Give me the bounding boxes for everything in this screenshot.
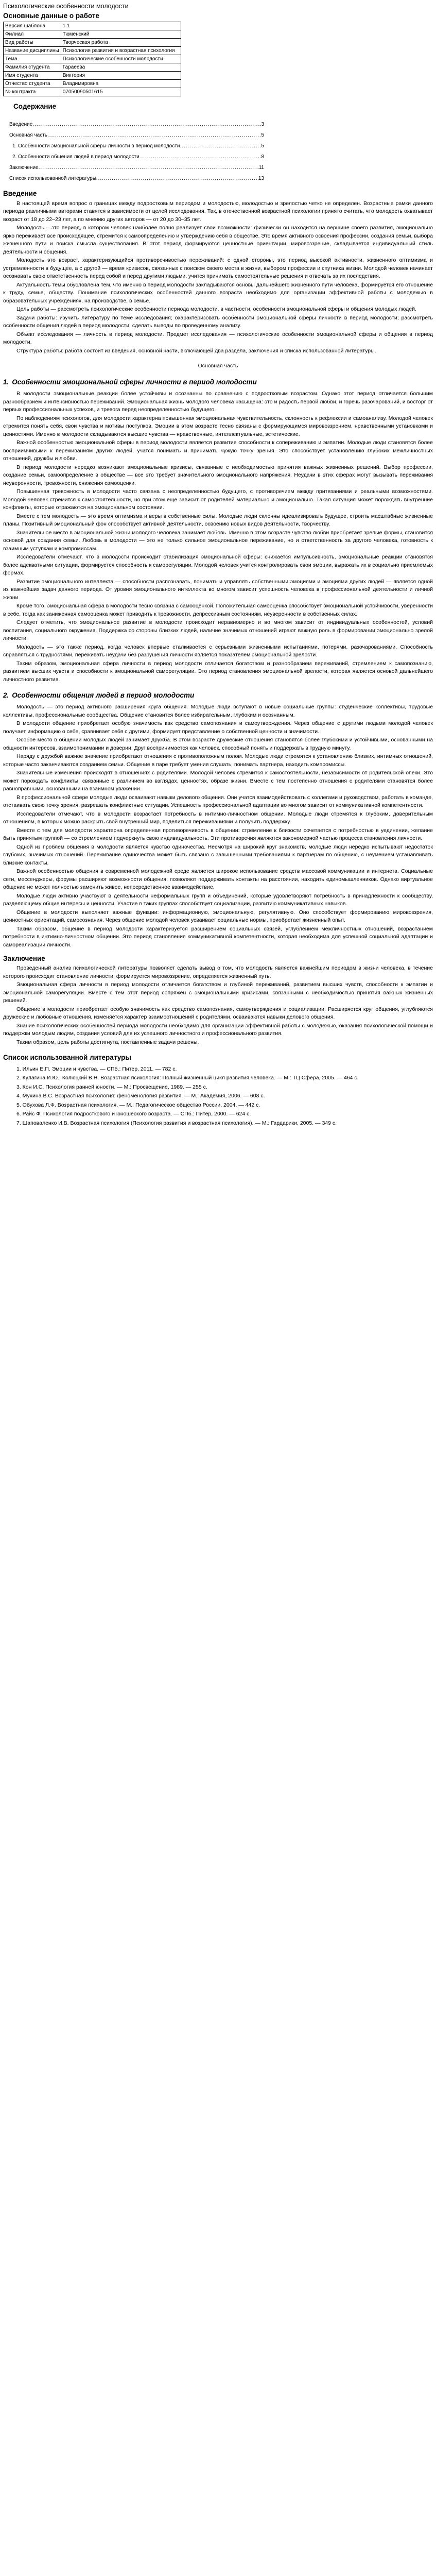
toc-leader-dots	[96, 173, 258, 184]
paragraph: По наблюдениям психологов, для молодости характерна повышенная эмоциональная чувствительность, склонность к рефлексии и самоанализу. Молодой человек стремится понять себя, свои чувства и мотивы поступков. Эмоции в этом возрасте тесно связаны с формирующимся мировоззрением, нравственными установками и ценностями. Именно в молодости складываются высшие чувства — нравственные, интеллектуальные, эстетические.	[3, 415, 433, 437]
toc-item-page: 11	[258, 165, 264, 171]
section2-body	[3, 703, 433, 949]
paragraph: Наряду с дружбой важное значение приобретают отношения с противоположным полом. Молодые люди стремятся к установлению близких, интимных отношений, которые часто заканчиваются созданием семьи. Общение в паре требует умения слушать, понимать партнера, находить компромиссы.	[3, 753, 433, 768]
reference-item: 3. Кон И.С. Психология ранней юности. — М.: Просвещение, 1989. — 255 с.	[16, 1083, 207, 1090]
meta-row	[4, 30, 181, 39]
paragraph: Молодость – это период, в котором человек наиболее полно реализует свои возможности: физически он находится на вершине своего развития, эмоционально ярко переживает все происходящее, стремится к самоопределению и утверждению себя в обществе. Это время активного освоения профессии, создания семьи, выбора жизненного пути и поиска смысла существования. В этот период формируются ценностные ориентации, мировоззрение, складывается индивидуальный стиль деятельности и общения.	[3, 225, 433, 255]
paragraph: Общение в молодости приобретает особую значимость как средство самопознания, самоутверждения и социализации. Расширяется круг общения, углубляются дружеские и любовные отношения, изменяется характер взаимоотношений с родителями, осваиваются навыки делового общения.	[3, 1006, 433, 1021]
document-title: Психологические особенности молодости	[3, 3, 129, 10]
references-list	[3, 1065, 433, 1128]
paragraph: Таким образом, общение в период молодости характеризуется расширением социальных связей, углублением межличностных отношений, возрастанием потребности в интимно-личностном общении. Это период становления коммуникативной компетентности, которая необходима для успешной социальной адаптации и самореализации личности.	[3, 925, 433, 948]
meta-row	[4, 80, 181, 88]
meta-key: Филиал	[4, 30, 61, 39]
section2-heading	[3, 691, 433, 700]
toc-item[interactable]	[9, 130, 264, 141]
paragraph: В молодости эмоциональные реакции более устойчивы и осознанны по сравнению с подростковым возрастом. Однако этот период отличается большим разнообразием и интенсивностью переживаний. Эмоциональная жизнь молодого человека насыщена: это и радость первой любви, и горечь разочарований, и восторг от первых профессиональных успехов, и тревога перед неопределенностью будущего.	[3, 391, 433, 413]
paragraph: Важной особенностью эмоциональной сферы в период молодости является развитие способности к сопереживанию и эмпатии. Молодые люди становятся более восприимчивыми к переживаниям других людей, учатся понимать и принимать чужую точку зрения. Это способствует установлению глубоких межличностных отношений, дружбы и любви.	[3, 439, 433, 462]
meta-value: Владимировна	[61, 80, 181, 88]
toc-leader-dots	[180, 141, 261, 151]
toc-leader-dots	[47, 130, 261, 141]
reference-item: 7. Шаповаленко И.В. Возрастная психология (Психология развития и возрастная психология). — М.: Гардарики, 2005. — 349 с.	[16, 1120, 337, 1126]
toc-item-text: Список использованной литературы	[9, 176, 96, 182]
meta-key: Фамилия студента	[4, 63, 61, 72]
meta-row	[4, 63, 181, 72]
meta-row	[4, 55, 181, 63]
meta-value: Тюменский	[61, 30, 181, 39]
paragraph: Развитие эмоционального интеллекта — способности распознавать, понимать и управлять собственными эмоциями и эмоциями других людей — является одной из важнейших задач данного периода. От уровня эмоционального интеллекта во многом зависит успешность человека в профессиональной деятельности и личной жизни.	[3, 578, 433, 601]
meta-row	[4, 39, 181, 47]
main-part-label: Основная часть	[198, 363, 238, 369]
reference-item: 6. Райс Ф. Психология подросткового и юношеского возраста. — СПб.: Питер, 2000. — 624 с.	[16, 1111, 251, 1117]
toc-item[interactable]	[12, 151, 264, 162]
paragraph: Задачи работы: изучить литературу по теме исследования; охарактеризовать особенности эмоциональной сферы личности в период молодости; рассмотреть особенности общения людей в период молодости; сделать выводы по проведенному анализу.	[3, 314, 433, 329]
toc-item-text: Основная часть	[9, 132, 48, 139]
meta-value: Творческая работа	[61, 39, 181, 47]
meta-row	[4, 88, 181, 96]
conclusion-body	[3, 964, 433, 1046]
paragraph: В молодости общение приобретает особую значимость как средство самопознания и самоутверждения. Через общение с другими людьми молодой человек получает информацию о себе, сравнивает себя с другими, формирует представление о собственной ценности и значимости.	[3, 720, 433, 735]
paragraph: В настоящей время вопрос о границах между подростковым периодом и молодостью, молодостью и зрелостью четко не определен. Возрастные рамки данного периода различными авторами ставятся в зависимости от целей исследования. Так, в отечественной возрастной психологии принято считать, что молодость охватывает возраст от 18 до 22–23 лет, а по мнению других авторов — от 20 до 30–35 лет.	[3, 200, 433, 223]
meta-key: Версия шаблона	[4, 22, 61, 30]
paragraph: Вместе с тем для молодости характерна определенная противоречивость в общении: стремление к близости сочетается с потребностью в уединении, желание быть принятым группой — со стремлением подчеркнуть свою индивидуальность. Эти противоречия являются закономерной частью процесса становления личности.	[3, 827, 433, 842]
paragraph: Актуальность темы обусловлена тем, что именно в период молодости закладываются основы дальнейшего жизненного пути человека, формируется его отношение к труду, семье, обществу. Понимание психологических особенностей данного возраста необходимо для организации эффективной работы с молодежью в образовательных учреждениях, на производстве, в семье.	[3, 281, 433, 304]
paragraph: Вместе с тем молодость — это время оптимизма и веры в собственные силы. Молодые люди склонны идеализировать будущее, строить масштабные жизненные планы. Позитивный эмоциональный фон способствует активной деятельности, освоению новых видов деятельности, творчеству.	[3, 513, 433, 528]
paragraph: Молодые люди активно участвуют в деятельности неформальных групп и объединений, которые удовлетворяют потребность в принадлежности к сообществу, разделяющему общие интересы и ценности. Участие в таких группах способствует социализации, развитию коммуникативных навыков.	[3, 892, 433, 907]
reference-item: 1. Ильин Е.П. Эмоции и чувства. — СПб.: Питер, 2011. — 782 с.	[16, 1065, 177, 1072]
paragraph: Значительное место в эмоциональной жизни молодого человека занимает любовь. Именно в этом возрасте чувство любви приобретает зрелые формы, становится основой для создания семьи. Любовь в молодости — это не только сильное эмоциональное переживание, но и ответственность за другого человека, готовность к взаимным уступкам и компромиссам.	[3, 529, 433, 552]
toc-heading: Содержание	[13, 103, 57, 111]
paragraph: Исследователи отмечают, что в молодости происходит стабилизация эмоциональной сферы: снижается импульсивность, эмоциональные реакции становятся более адекватными ситуации, формируется способность к саморегуляции. Молодой человек учится контролировать свои эмоции, выражать их в социально приемлемых формах.	[3, 554, 433, 577]
paragraph: В период молодости нередко возникают эмоциональные кризисы, связанные с необходимостью принятия важных жизненных решений. Выбор профессии, создание семьи, самоопределение в обществе — все это требует значительного эмоционального напряжения. Неудачи в этих сферах могут вызывать переживания неуверенности, тревожности, снижения самооценки.	[3, 464, 433, 486]
meta-key: Название дисциплины	[4, 47, 61, 55]
meta-row	[4, 22, 181, 30]
reference-item: 4. Мухина В.С. Возрастная психология: феноменология развития. — М.: Академия, 2006. — 608 с.	[16, 1093, 265, 1099]
paragraph: Объект исследования — личность в период молодости. Предмет исследования — психологические особенности эмоциональной сферы и общения в период молодости.	[3, 331, 433, 346]
section2-title: Особенности общения людей в период молодости	[12, 691, 195, 700]
paragraph: Цель работы — рассмотреть психологические особенности периода молодости, в частности, особенности эмоциональной сферы и общения молодых людей.	[16, 306, 416, 313]
meta-value: Психология развития и возрастная психология	[61, 47, 181, 55]
toc-item-page: 13	[258, 176, 264, 182]
toc-item-text: 1. Особенности эмоциональной сферы личности в период молодости	[12, 143, 180, 149]
paragraph: Исследователи отмечают, что в молодости возрастает потребность в интимно-личностном общении. Молодые люди стремятся к глубоким, доверительным отношениям, в которых можно раскрыть свой внутренний мир, поделиться переживаниями и получить поддержку.	[3, 810, 433, 825]
paragraph: Важной особенностью общения в современной молодежной среде является широкое использование средств массовой коммуникации и интернета. Социальные сети, мессенджеры, форумы расширяют возможности общения, позволяют поддерживать контакты на расстоянии, находить единомышленников. Однако виртуальное общение не может полностью заменить живое, непосредственное взаимодействие.	[3, 868, 433, 891]
meta-row	[4, 47, 181, 55]
toc-item-text: Введение	[9, 122, 33, 128]
meta-value: Виктория	[61, 72, 181, 80]
section1-number: 1.	[3, 378, 9, 386]
meta-key: Тема	[4, 55, 61, 63]
paragraph: Проведенный анализ психологической литературы позволяет сделать вывод о том, что молодость является важнейшим периодом в жизни человека, в течение которого происходит становление личности, формируется мировоззрение, определяется жизненный путь.	[3, 965, 433, 979]
meta-value: 1.1	[61, 22, 181, 30]
toc-item[interactable]	[9, 119, 264, 130]
meta-table-wrap	[3, 22, 433, 96]
paragraph: Кроме того, эмоциональная сфера в молодости тесно связана с самооценкой. Положительная самооценка способствует эмоциональной устойчивости, уверенности в себе, тогда как заниженная самооценка может приводить к тревожности, депрессивным состояниям, неуверенности в собственных силах.	[3, 603, 433, 617]
meta-key: Имя студента	[4, 72, 61, 80]
meta-row	[4, 72, 181, 80]
toc-item-page: 5	[261, 143, 264, 149]
toc-leader-dots	[32, 119, 261, 130]
meta-key: № контракта	[4, 88, 61, 96]
toc-item[interactable]	[9, 162, 264, 173]
paragraph: Молодость это возраст, характеризующийся противоречивостью переживаний: с одной стороны, это период высокой активности, жизненного оптимизма и устремленности в будущее, а с другой — время кризисов, связанных с поиском своего места в жизни, выбором профессии и спутника жизни. Молодой человек начинает осознавать свою ответственность перед собой и перед другими людьми, учится принимать самостоятельные решения и отвечать за их последствия.	[3, 257, 433, 280]
paragraph: Общение в молодости выполняет важные функции: информационную, эмоциональную, регулятивную. Оно способствует формированию мировоззрения, ценностных ориентаций, самосознания. Через общение молодой человек усваивает социальные нормы, приобретает жизненный опыт.	[3, 909, 433, 924]
paragraph: Структура работы: работа состоит из введения, основной части, включающей два раздела, заключения и списка использованной литературы.	[16, 347, 376, 354]
meta-table	[3, 22, 181, 96]
paragraph: Молодость — это период активного расширения круга общения. Молодые люди вступают в новые социальные группы: студенческие коллективы, трудовые коллективы, профессиональные сообщества. Общение становится более избирательным, глубоким и осознанным.	[3, 704, 433, 718]
paragraph: Знание психологических особенностей периода молодости необходимо для организации эффективной работы с молодежью, оказания психологической помощи и поддержки молодым людям, создания условий для их успешного личностного и профессионального развития.	[3, 1022, 433, 1037]
paragraph: Одной из проблем общения в молодости является чувство одиночества. Несмотря на широкий круг знакомств, молодые люди нередко испытывают недостаток глубоких, значимых отношений. Переживание одиночества может быть связано с завышенными требованиями к партнерам по общению, с неумением устанавливать близкие контакты.	[3, 843, 433, 866]
toc-leader-dots	[139, 151, 261, 162]
meta-value: Психологические особенности молодости	[61, 55, 181, 63]
paragraph: Повышенная тревожность в молодости часто связана с неопределенностью будущего, с противоречием между притязаниями и реальными возможностями. Молодой человек стремится к самостоятельности, но при этом еще зависит от родителей материально и эмоционально. Такая ситуация может порождать внутренние конфликты, которые отражаются на эмоциональном состоянии.	[3, 488, 433, 511]
toc-item-page: 5	[261, 132, 264, 139]
paragraph: Эмоциональная сфера личности в период молодости отличается богатством и глубиной переживаний, развитием высших чувств, способности к эмпатии и эмоциональной саморегуляции. Вместе с тем этот период сопряжен с эмоциональными кризисами, связанными с необходимостью принятия важных жизненных решений.	[3, 981, 433, 1004]
paragraph: Значительные изменения происходят в отношениях с родителями. Молодой человек стремится к самостоятельности, независимости от родительской опеки. Это может порождать конфликты, связанные с различием во взглядах, ценностях, образе жизни. Вместе с тем постепенно отношения с родителями становятся более равноправными, основанными на взаимном уважении.	[3, 770, 433, 792]
intro-heading: Введение	[3, 190, 37, 198]
toc-item[interactable]	[9, 173, 264, 184]
references-heading: Список использованной литературы	[3, 1054, 131, 1062]
section2-number: 2.	[3, 691, 9, 700]
toc-item-page: 3	[261, 122, 264, 128]
table-of-contents	[3, 101, 433, 184]
toc-leader-dots	[39, 162, 259, 173]
paragraph: Следует отметить, что эмоциональное развитие в молодости происходит неравномерно и во многом зависит от индивидуальных особенностей, условий воспитания, социального окружения. Поддержка со стороны близких людей, наличие значимых отношений играют важную роль в формировании эмоционально зрелой личности.	[3, 619, 433, 642]
section1-heading	[3, 378, 433, 387]
intro-body	[3, 200, 433, 355]
meta-value: 07050090501615	[61, 88, 181, 96]
toc-item-text: 2. Особенности общения людей в период молодости	[12, 154, 139, 160]
section1-title: Особенности эмоциональной сферы личности в период молодости	[12, 378, 257, 386]
toc-item-page: 8	[261, 154, 264, 160]
paragraph: Таким образом, цель работы достигнута, поставленные задачи решены.	[16, 1039, 199, 1045]
toc-item[interactable]	[12, 141, 264, 151]
section1-body	[3, 390, 433, 684]
paragraph: Молодость — это также период, когда человек впервые сталкивается с серьезными жизненными испытаниями, потерями, разочарованиями. Способность справляться с трудностями, переживать неудачи без разрушения личности является показателем эмоциональной зрелости.	[3, 643, 433, 658]
paragraph: Таким образом, эмоциональная сфера личности в период молодости отличается богатством и разнообразием переживаний, стремлением к самопознанию, развитием высших чувств и способности к эмоциональной саморегуляции. Это период становления эмоциональной зрелости, которая является основой дальнейшего личностного развития.	[3, 660, 433, 683]
meta-key: Вид работы	[4, 39, 61, 47]
meta-key: Отчество студента	[4, 80, 61, 88]
conclusion-heading: Заключение	[3, 955, 45, 963]
reference-item: 2. Кулагина И.Ю., Колюцкий В.Н. Возрастная психология: Полный жизненный цикл развития человека. — М.: ТЦ Сфера, 2005. — 464 с.	[16, 1075, 359, 1081]
reference-item: 5. Обухова Л.Ф. Возрастная психология. — М.: Педагогическое общество России, 2004. — 442 с.	[16, 1101, 260, 1108]
main-data-heading: Основные данные о работе	[3, 11, 99, 20]
paragraph: Особое место в общении молодых людей занимает дружба. В этом возрасте дружеские отношения становятся более глубокими и устойчивыми, основанными на общности интересов, взаимопонимании и доверии. Друг воспринимается как человек, способный понять и поддержать в трудную минуту.	[3, 737, 433, 751]
meta-value: Гараеева	[61, 63, 181, 72]
toc-item-text: Заключение	[9, 165, 39, 171]
paragraph: В профессиональной сфере молодые люди осваивают навыки делового общения. Они учатся взаимодействовать с коллегами и руководством, работать в команде, отстаивать свою точку зрения, разрешать конфликтные ситуации. Успешность профессиональной адаптации во многом зависит от коммуникативной компетентности.	[3, 794, 433, 809]
